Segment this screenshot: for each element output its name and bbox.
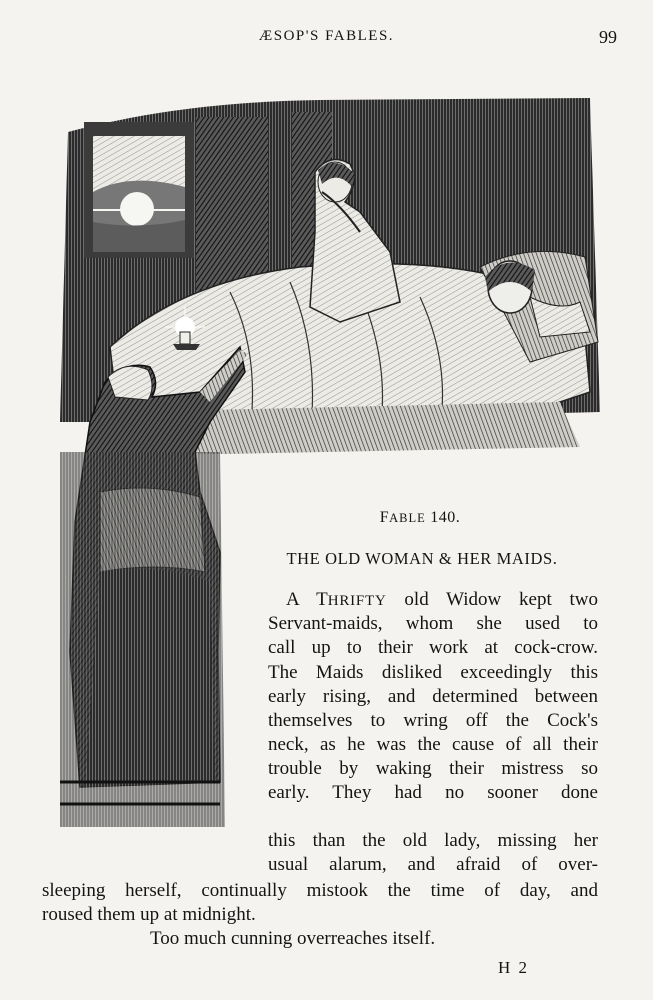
text-line-8: trouble by waking their mistress so — [268, 758, 598, 779]
text-line-1: A THRIFTY old Widow kept two — [286, 589, 598, 610]
fable-title: THE OLD WOMAN & HER MAIDS. — [286, 549, 558, 568]
text-line-7: neck, as he was the cause of all their — [268, 734, 598, 755]
running-title: ÆSOP'S FABLES. — [258, 28, 395, 44]
text-line-10: this than the old lady, missing her — [268, 830, 598, 851]
text-line-6: themselves to wring off the Cock's — [268, 710, 598, 731]
signature-mark: H 2 — [498, 958, 530, 977]
text-line-3: call up to their work at cock-crow. — [268, 637, 598, 658]
text-line-12: sleeping herself, continually mistook the time of day, and — [42, 880, 598, 901]
fable-moral: Too much cunning overreaches itself. — [150, 928, 436, 949]
fable-number: FABLE 140. — [379, 509, 461, 526]
page-number: 99 — [599, 27, 617, 47]
text-line-2: Servant-maids, whom she used to — [268, 613, 598, 634]
text-line-4: The Maids disliked exceedingly this — [268, 662, 598, 683]
text-line-13: roused them up at midnight. — [42, 904, 256, 925]
text-line-5: early rising, and determined between — [268, 686, 598, 707]
text-line-9: early. They had no sooner done — [268, 782, 598, 803]
text-line-11: usual alarum, and afraid of over- — [268, 854, 598, 875]
moon-window — [84, 122, 194, 258]
